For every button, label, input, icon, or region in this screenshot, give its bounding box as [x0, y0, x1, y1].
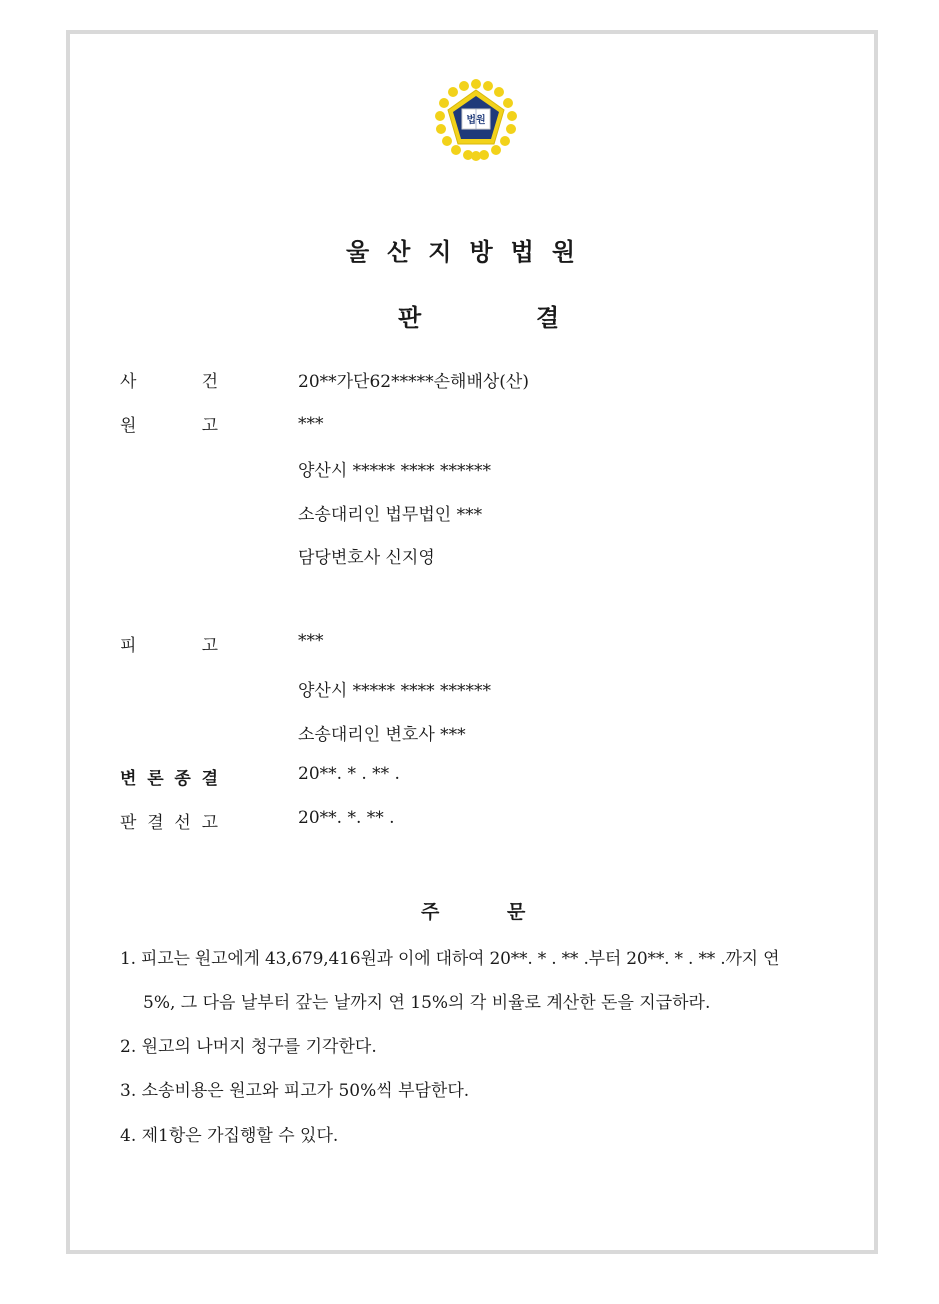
court-emblem-icon	[433, 76, 519, 162]
defendant-agent: 소송대리인 변호사 ***	[298, 725, 466, 745]
plaintiff-lawyer: 담당변호사 신지영	[298, 548, 435, 568]
order-heading-left: 주	[421, 901, 440, 923]
order-item-1-continued: 5%, 그 다음 날부터 갚는 날까지 연 15%의 각 비율로 계산한 돈을 지급하라.	[143, 993, 711, 1013]
verdict-date: 20**. *. ** .	[298, 808, 395, 828]
argument-closing-date: 20**. * . ** .	[298, 764, 400, 784]
document-title-right: 결	[536, 304, 560, 332]
defendant-address: 양산시 ***** **** ******	[298, 681, 491, 701]
document-title-left: 판	[398, 304, 422, 332]
court-name: 울산지방법원	[345, 238, 594, 266]
plaintiff-name: ***	[298, 414, 324, 434]
order-item-2: 2. 원고의 나머지 청구를 기각한다.	[120, 1037, 377, 1057]
plaintiff-agent: 소송대리인 법무법인 ***	[298, 505, 483, 525]
argument-closing-label: 변 론 종 결	[120, 769, 218, 789]
case-label: 사 건	[120, 372, 218, 392]
defendant-label: 피 고	[120, 636, 218, 656]
case-number: 20**가단62*****손해배상(산)	[298, 372, 529, 392]
emblem-text: 법원	[466, 115, 486, 126]
order-item-1: 1. 피고는 원고에게 43,679,416원과 이에 대하여 20**. * . ** .부터 20**. * . ** .까지 연	[120, 949, 780, 969]
order-item-3: 3. 소송비용은 원고와 피고가 50%씩 부담한다.	[120, 1081, 470, 1101]
plaintiff-address: 양산시 ***** **** ******	[298, 461, 491, 481]
order-heading-right: 문	[507, 901, 526, 923]
verdict-date-label: 판 결 선 고	[120, 813, 218, 833]
order-item-4: 4. 제1항은 가집행할 수 있다.	[120, 1126, 339, 1146]
defendant-name: ***	[298, 631, 324, 651]
plaintiff-label: 원 고	[120, 416, 218, 436]
